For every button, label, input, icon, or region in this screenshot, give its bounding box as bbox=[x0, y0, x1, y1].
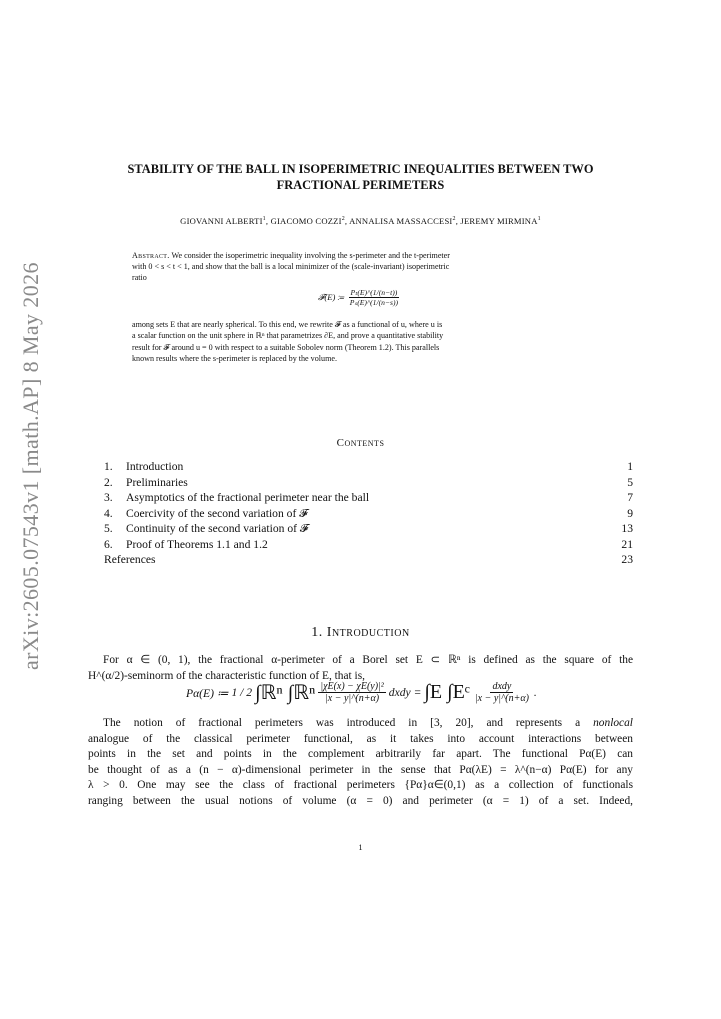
paper-title bbox=[100, 161, 621, 193]
paper-title-line-1: STABILITY OF THE BALL IN ISOPERIMETRIC INEQUALITIES BETWEEN TWO bbox=[127, 162, 594, 176]
abstract-line: among sets E that are nearly spherical. To this end, we rewrite 𝓕 as a functional of u, where u is bbox=[132, 320, 443, 329]
abstract-line: with 0 < s < t < 1, and show that the ball is a local minimizer of the (scale-invariant) isoperimetric bbox=[132, 262, 450, 272]
author-name: GIOVANNI ALBERTI bbox=[180, 216, 263, 226]
abstract-continuation bbox=[132, 319, 590, 365]
equation-period: . bbox=[533, 686, 537, 699]
toc-page: 1 bbox=[627, 460, 633, 473]
abstract-line: known results where the s-perimeter is replaced by the volume. bbox=[132, 354, 337, 364]
toc-page: 9 bbox=[627, 506, 633, 520]
paragraph-line: λ > 0. One may see the class of fractional perimeters {Pα}α∈(0,1) as a collection of functionals bbox=[88, 779, 633, 792]
affiliation-mark: 2 bbox=[341, 216, 345, 223]
paragraph-line: ranging between the usual notions of volume (α = 0) and perimeter (α = 1) of a set. Indeed, bbox=[88, 794, 633, 807]
abstract-line: ratio bbox=[132, 273, 147, 283]
table-of-contents bbox=[104, 459, 633, 568]
equation-coefficient: 1 / 2 bbox=[231, 686, 253, 699]
toc-label: References bbox=[104, 553, 156, 566]
fractional-perimeter-definition bbox=[186, 680, 537, 705]
toc-page: 13 bbox=[621, 522, 633, 535]
affiliation-mark: 2 bbox=[452, 216, 456, 223]
abstract bbox=[132, 250, 590, 284]
toc-label: Continuity of the second variation of 𝓕 bbox=[126, 522, 309, 535]
fraction-numerator: Pₜ(E)^(1/(n−t)) bbox=[350, 288, 398, 297]
toc-number: 4. bbox=[104, 506, 113, 520]
paragraph-line bbox=[88, 716, 633, 732]
paragraph-line: be thought of as a (n − α)-dimensional perimeter in the sense that Pα(λE) = λ^(n−α) Pα(E) for any bbox=[88, 763, 633, 776]
toc-page: 7 bbox=[627, 491, 633, 504]
toc-number: 6. bbox=[104, 537, 113, 551]
toc-page: 21 bbox=[621, 537, 633, 551]
affiliation-mark: 1 bbox=[262, 216, 266, 223]
equation-lhs: 𝓕(E) ≔ bbox=[318, 292, 344, 302]
paragraph-line: For α ∈ (0, 1), the fractional α-perimeter of a Borel set E ⊂ ℝⁿ is defined as the square of the bbox=[103, 654, 633, 666]
paragraph-line: points in the set and points in the complement arbitrarily far apart. The functional Pα(E) can bbox=[88, 748, 633, 761]
toc-page: 23 bbox=[621, 553, 633, 566]
author-list: GIOVANNI ALBERTI$^1$, GIACOMO COZZI$^2$, ANNALISA MASSACCESI$^2$, JEREMY MIRMINA$^1$ bbox=[180, 216, 541, 226]
paragraph-line: H^(α/2)-seminorm of the characteristic function of E, that is, bbox=[88, 669, 366, 682]
equation-fraction bbox=[473, 681, 531, 704]
author-name: GIACOMO COZZI bbox=[270, 216, 342, 226]
paper-title-line-2: FRACTIONAL PERIMETERS bbox=[276, 178, 445, 192]
abstract-line: result for 𝓕 around u = 0 with respect to a suitable Sobolev norm (Theorem 1.2). This parallels bbox=[132, 342, 440, 352]
double-integral: ∫E ∫Eᶜ bbox=[424, 681, 470, 703]
toc-entry-preliminaries[interactable] bbox=[104, 475, 633, 491]
toc-entry-references[interactable] bbox=[104, 552, 633, 568]
double-integral: ∫ℝⁿ ∫ℝⁿ bbox=[255, 682, 316, 704]
toc-entry-continuity[interactable] bbox=[104, 521, 633, 537]
toc-label: Introduction bbox=[126, 460, 184, 473]
abstract-text: We consider the isoperimetric inequality involving the s-perimeter and the t-perimeter bbox=[171, 251, 450, 260]
intro-paragraph-2 bbox=[88, 716, 633, 810]
affiliation-mark: 1 bbox=[537, 216, 541, 223]
toc-label: Preliminaries bbox=[126, 475, 188, 489]
toc-page: 5 bbox=[627, 475, 633, 489]
contents-heading: Contents bbox=[336, 437, 385, 449]
author-name: ANNALISA MASSACCESI bbox=[349, 216, 453, 226]
toc-number: 3. bbox=[104, 491, 113, 504]
abstract-line bbox=[132, 250, 590, 261]
author-name: JEREMY MIRMINA bbox=[460, 216, 538, 226]
toc-number: 5. bbox=[104, 522, 113, 535]
toc-label: Asymptotics of the fractional perimeter near the ball bbox=[126, 491, 370, 504]
fraction-denominator: |x − y|^(n+α) bbox=[325, 693, 380, 704]
toc-entry-coercivity[interactable] bbox=[104, 506, 633, 522]
toc-label: Coercivity of the second variation of 𝓕 bbox=[126, 506, 308, 520]
equation-fraction bbox=[318, 681, 385, 704]
arxiv-identifier[interactable]: arXiv:2605.07543v1 [math.AP] 8 May 2026 bbox=[18, 262, 43, 670]
fraction-numerator: dxdy bbox=[492, 681, 512, 692]
paragraph-text: The notion of fractional perimeters was introduced in [3, 20], and represents a bbox=[103, 717, 581, 729]
fraction-denominator: Pₛ(E)^(1/(n−s)) bbox=[349, 298, 399, 307]
toc-number: 2. bbox=[104, 475, 113, 489]
emphasized-word: nonlocal bbox=[593, 717, 633, 729]
page-number: 1 bbox=[358, 842, 363, 852]
paragraph-line: analogue of the classical perimeter functional, as it takes into account interactions between bbox=[88, 732, 633, 745]
equation-middle: dxdy = bbox=[388, 686, 422, 699]
toc-label: Proof of Theorems 1.1 and 1.2 bbox=[126, 537, 268, 551]
isoperimetric-ratio-equation bbox=[318, 288, 400, 307]
toc-entry-proof[interactable] bbox=[104, 537, 633, 553]
toc-number: 1. bbox=[104, 460, 113, 473]
abstract-line: a scalar function on the unit sphere in ℝⁿ that parametrizes ∂E, and prove a quantitative stability bbox=[132, 331, 444, 341]
abstract-heading: Abstract. bbox=[132, 251, 170, 260]
section-heading-introduction: 1. Introduction bbox=[311, 625, 410, 640]
fraction-denominator: |x − y|^(n+α) bbox=[474, 693, 529, 704]
toc-entry-introduction[interactable] bbox=[104, 459, 633, 475]
equation-lhs: Pα(E) ≔ bbox=[186, 686, 229, 700]
fraction-numerator: |χE(x) − χE(y)|² bbox=[320, 681, 384, 692]
equation-fraction bbox=[348, 288, 400, 307]
toc-entry-asymptotics[interactable] bbox=[104, 490, 633, 506]
